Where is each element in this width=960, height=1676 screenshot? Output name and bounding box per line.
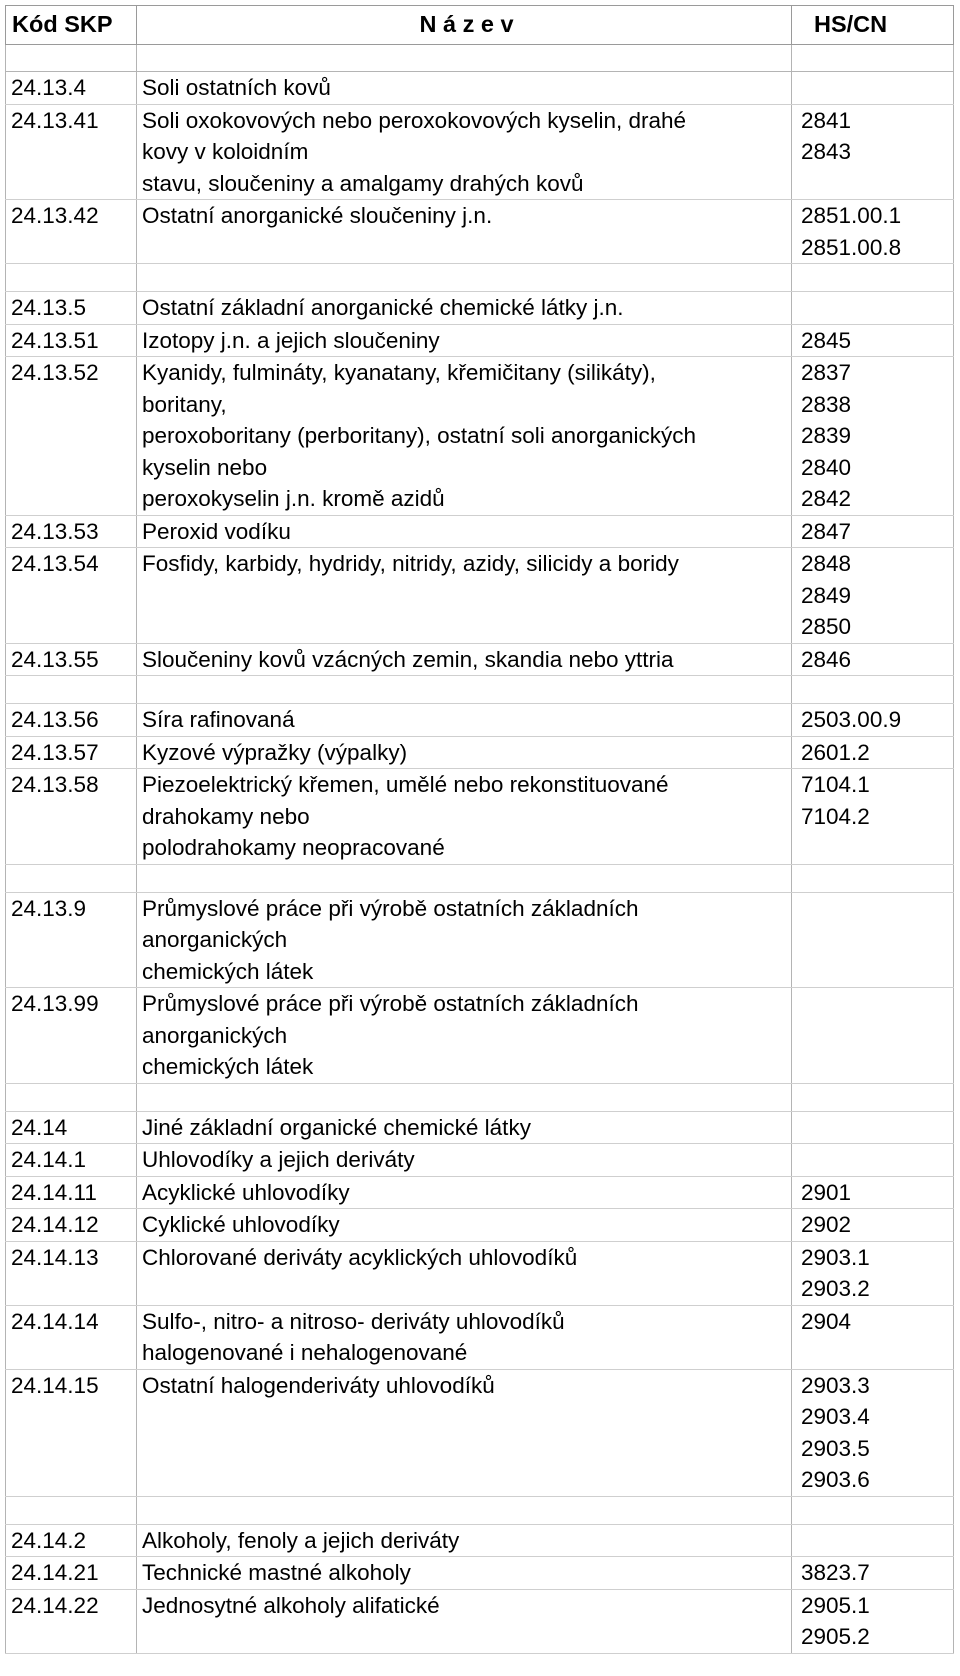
hs-code-line: 2851.00.1 — [801, 203, 902, 228]
table-row — [6, 104, 954, 200]
skp-code-cell: 24.14.2 — [6, 1524, 137, 1557]
table-row — [6, 769, 954, 865]
name-cell — [137, 324, 792, 357]
name-line: peroxoboritany (perboritany), ostatní soli anorganických — [142, 423, 697, 448]
skp-code-cell: 24.14.15 — [6, 1369, 137, 1496]
blank-cell — [6, 864, 137, 892]
name-cell — [137, 988, 792, 1084]
hs-code-line: 2903.5 — [801, 1435, 870, 1461]
name-line: Chlorované deriváty acyklických uhlovodíků — [142, 1244, 578, 1270]
hs-code-cell — [792, 1305, 954, 1369]
hs-code-line: 2901 — [801, 1179, 852, 1205]
hs-code-cell — [792, 1144, 954, 1177]
name-line: kovy v koloidním — [142, 139, 309, 164]
name-line: chemických látek — [142, 1054, 314, 1079]
name-cell — [137, 1305, 792, 1369]
hs-code-line: 2842 — [801, 486, 852, 511]
blank-row — [6, 1083, 954, 1111]
blank-cell — [137, 676, 792, 704]
hs-code-line: 3823.7 — [801, 1560, 870, 1585]
blank-cell — [792, 676, 954, 704]
name-cell — [137, 1557, 792, 1590]
name-line: Izotopy j.n. a jejich sloučeniny — [142, 327, 440, 353]
name-line: drahokamy nebo — [142, 803, 310, 829]
blank-cell — [137, 1083, 792, 1111]
name-line: Uhlovodíky a jejich deriváty — [142, 1147, 415, 1172]
hs-code-cell — [792, 1241, 954, 1305]
hs-code-line: 2848 — [801, 551, 852, 576]
hs-code-cell — [792, 988, 954, 1084]
table-row — [6, 643, 954, 676]
skp-hs-table — [5, 5, 954, 1654]
blank-row — [6, 264, 954, 292]
hs-code-line: 2841 — [801, 107, 852, 133]
hs-code-cell — [792, 515, 954, 548]
skp-code-cell: 24.13.99 — [6, 988, 137, 1084]
name-line: Piezoelektrický křemen, umělé nebo rekonstituované — [142, 772, 669, 797]
hs-code-cell — [792, 357, 954, 516]
hs-code-cell — [792, 1111, 954, 1144]
name-cell — [137, 1144, 792, 1177]
table-row — [6, 1589, 954, 1653]
blank-row — [6, 1496, 954, 1524]
name-line: Sulfo-, nitro- a nitroso- deriváty uhlovodíků — [142, 1308, 565, 1334]
hs-code-cell — [792, 324, 954, 357]
hs-code-cell — [792, 1176, 954, 1209]
name-cell — [137, 643, 792, 676]
table-body — [6, 72, 954, 1654]
name-line: Síra rafinovaná — [142, 707, 295, 732]
hs-code-line: 2903.4 — [801, 1404, 870, 1429]
name-line: halogenované i nehalogenované — [142, 1340, 468, 1365]
name-line: Peroxid vodíku — [142, 518, 291, 544]
name-line: Kyanidy, fulmináty, kyanatany, křemičitany (silikáty), — [142, 360, 656, 385]
name-line: Cyklické uhlovodíky — [142, 1212, 340, 1237]
skp-code-cell: 24.13.53 — [6, 515, 137, 548]
hs-code-cell — [792, 704, 954, 737]
table-row — [6, 988, 954, 1084]
skp-code-cell: 24.14.1 — [6, 1144, 137, 1177]
blank-cell — [792, 264, 954, 292]
table-row — [6, 704, 954, 737]
skp-code-cell: 24.13.4 — [6, 72, 137, 105]
hs-code-cell — [792, 1209, 954, 1242]
name-line: Alkoholy, fenoly a jejich deriváty — [142, 1527, 460, 1553]
spacer-cell — [792, 45, 954, 72]
blank-row — [6, 676, 954, 704]
name-line: stavu, sloučeniny a amalgamy drahých kovů — [142, 170, 584, 196]
hs-code-line: 2903.3 — [801, 1372, 870, 1398]
table-row — [6, 1111, 954, 1144]
hs-code-line: 7104.1 — [801, 772, 870, 797]
name-cell — [137, 515, 792, 548]
table-row — [6, 200, 954, 264]
name-line: Průmyslové práce při výrobě ostatních základních — [142, 991, 639, 1016]
skp-code-cell: 24.14.11 — [6, 1176, 137, 1209]
blank-cell — [6, 1083, 137, 1111]
name-line: chemických látek — [142, 958, 314, 984]
header-name: N á z e v — [137, 6, 792, 45]
table-row — [6, 1176, 954, 1209]
skp-code-cell: 24.13.52 — [6, 357, 137, 516]
hs-code-line: 2503.00.9 — [801, 707, 902, 732]
blank-cell — [137, 1496, 792, 1524]
table-row — [6, 1144, 954, 1177]
header-hs: HS/CN — [792, 6, 954, 45]
name-cell — [137, 769, 792, 865]
table-row — [6, 515, 954, 548]
blank-cell — [6, 1496, 137, 1524]
name-cell — [137, 357, 792, 516]
name-line: Jiné základní organické chemické látky — [142, 1114, 531, 1140]
table-row — [6, 736, 954, 769]
name-line: Ostatní základní anorganické chemické látky j.n. — [142, 295, 624, 320]
name-line: boritany, — [142, 391, 227, 417]
hs-code-cell — [792, 1369, 954, 1496]
hs-code-cell — [792, 643, 954, 676]
hs-code-line: 2845 — [801, 327, 852, 353]
table-row — [6, 292, 954, 325]
hs-code-line: 2851.00.8 — [801, 234, 902, 260]
hs-code-line: 2905.2 — [801, 1624, 870, 1649]
name-line: Acyklické uhlovodíky — [142, 1179, 350, 1205]
skp-code-cell: 24.13.56 — [6, 704, 137, 737]
name-line: Ostatní halogenderiváty uhlovodíků — [142, 1372, 495, 1398]
hs-code-cell — [792, 1524, 954, 1557]
header-row — [6, 6, 954, 45]
name-cell — [137, 1241, 792, 1305]
hs-code-cell — [792, 1557, 954, 1590]
spacer-cell — [137, 45, 792, 72]
spacer-row — [6, 45, 954, 72]
hs-code-cell — [792, 892, 954, 988]
spacer-cell — [6, 45, 137, 72]
skp-code-cell: 24.14.13 — [6, 1241, 137, 1305]
hs-code-line: 2838 — [801, 391, 852, 417]
table-row — [6, 324, 954, 357]
hs-code-line: 2903.1 — [801, 1244, 870, 1270]
hs-code-cell — [792, 292, 954, 325]
skp-code-cell: 24.13.41 — [6, 104, 137, 200]
name-cell — [137, 892, 792, 988]
hs-code-line: 2902 — [801, 1212, 852, 1237]
hs-code-line: 7104.2 — [801, 803, 870, 829]
hs-code-cell — [792, 200, 954, 264]
name-cell — [137, 736, 792, 769]
header-code: Kód SKP — [6, 6, 137, 45]
name-cell — [137, 1209, 792, 1242]
table-row — [6, 1209, 954, 1242]
skp-code-cell: 24.13.57 — [6, 736, 137, 769]
name-cell — [137, 1589, 792, 1653]
name-cell — [137, 104, 792, 200]
name-line: Jednosytné alkoholy alifatické — [142, 1592, 440, 1618]
table-row — [6, 892, 954, 988]
table-row — [6, 1369, 954, 1496]
blank-cell — [792, 864, 954, 892]
skp-code-cell: 24.13.5 — [6, 292, 137, 325]
hs-code-line: 2849 — [801, 582, 852, 608]
hs-code-line: 2843 — [801, 139, 852, 164]
hs-code-line: 2904 — [801, 1308, 852, 1334]
name-cell — [137, 292, 792, 325]
name-cell — [137, 1111, 792, 1144]
name-line: peroxokyselin j.n. kromě azidů — [142, 486, 445, 511]
name-line: Technické mastné alkoholy — [142, 1560, 411, 1585]
table-row — [6, 1524, 954, 1557]
blank-cell — [6, 676, 137, 704]
skp-code-cell: 24.14.12 — [6, 1209, 137, 1242]
name-cell — [137, 72, 792, 105]
blank-cell — [6, 264, 137, 292]
skp-code-cell: 24.13.54 — [6, 548, 137, 644]
name-cell — [137, 704, 792, 737]
skp-code-cell: 24.14 — [6, 1111, 137, 1144]
name-cell — [137, 200, 792, 264]
skp-code-cell: 24.13.51 — [6, 324, 137, 357]
hs-code-line: 2839 — [801, 423, 852, 448]
hs-code-line: 2903.6 — [801, 1467, 870, 1492]
hs-code-cell — [792, 104, 954, 200]
skp-code-cell: 24.13.58 — [6, 769, 137, 865]
hs-code-line: 2846 — [801, 646, 852, 672]
name-line: anorganických — [142, 927, 288, 952]
table-row — [6, 1557, 954, 1590]
hs-code-line: 2905.1 — [801, 1592, 870, 1618]
skp-code-cell: 24.13.42 — [6, 200, 137, 264]
skp-code-cell: 24.13.55 — [6, 643, 137, 676]
hs-code-cell — [792, 548, 954, 644]
blank-cell — [137, 264, 792, 292]
name-cell — [137, 1369, 792, 1496]
hs-code-line: 2837 — [801, 360, 852, 385]
hs-code-line: 2840 — [801, 454, 852, 480]
blank-cell — [792, 1496, 954, 1524]
skp-code-cell: 24.13.9 — [6, 892, 137, 988]
table-row — [6, 548, 954, 644]
hs-code-cell — [792, 736, 954, 769]
name-line: Soli ostatních kovů — [142, 75, 331, 100]
hs-code-line: 2847 — [801, 518, 852, 544]
name-line: Soli oxokovových nebo peroxokovových kyselin, drahé — [142, 107, 687, 133]
skp-code-cell: 24.14.21 — [6, 1557, 137, 1590]
name-line: Průmyslové práce při výrobě ostatních základních — [142, 895, 639, 921]
hs-code-cell — [792, 1589, 954, 1653]
name-line: Fosfidy, karbidy, hydridy, nitridy, azidy, silicidy a boridy — [142, 551, 679, 576]
name-line: anorganických — [142, 1022, 288, 1048]
name-line: Kyzové výpražky (výpalky) — [142, 739, 408, 765]
name-line: kyselin nebo — [142, 454, 268, 480]
name-line: Ostatní anorganické sloučeniny j.n. — [142, 203, 493, 228]
name-line: polodrahokamy neopracované — [142, 835, 445, 860]
table-row — [6, 357, 954, 516]
name-cell — [137, 548, 792, 644]
hs-code-cell — [792, 72, 954, 105]
name-cell — [137, 1524, 792, 1557]
hs-code-line: 2850 — [801, 614, 852, 639]
blank-cell — [792, 1083, 954, 1111]
name-line: Sloučeniny kovů vzácných zemin, skandia nebo yttria — [142, 646, 674, 672]
blank-row — [6, 864, 954, 892]
name-cell — [137, 1176, 792, 1209]
table-row — [6, 72, 954, 105]
table-row — [6, 1305, 954, 1369]
hs-code-line: 2601.2 — [801, 739, 870, 765]
skp-code-cell: 24.14.14 — [6, 1305, 137, 1369]
spreadsheet-page — [5, 5, 953, 1671]
hs-code-line: 2903.2 — [801, 1276, 870, 1301]
hs-code-cell — [792, 769, 954, 865]
blank-cell — [137, 864, 792, 892]
skp-code-cell: 24.14.22 — [6, 1589, 137, 1653]
table-row — [6, 1241, 954, 1305]
